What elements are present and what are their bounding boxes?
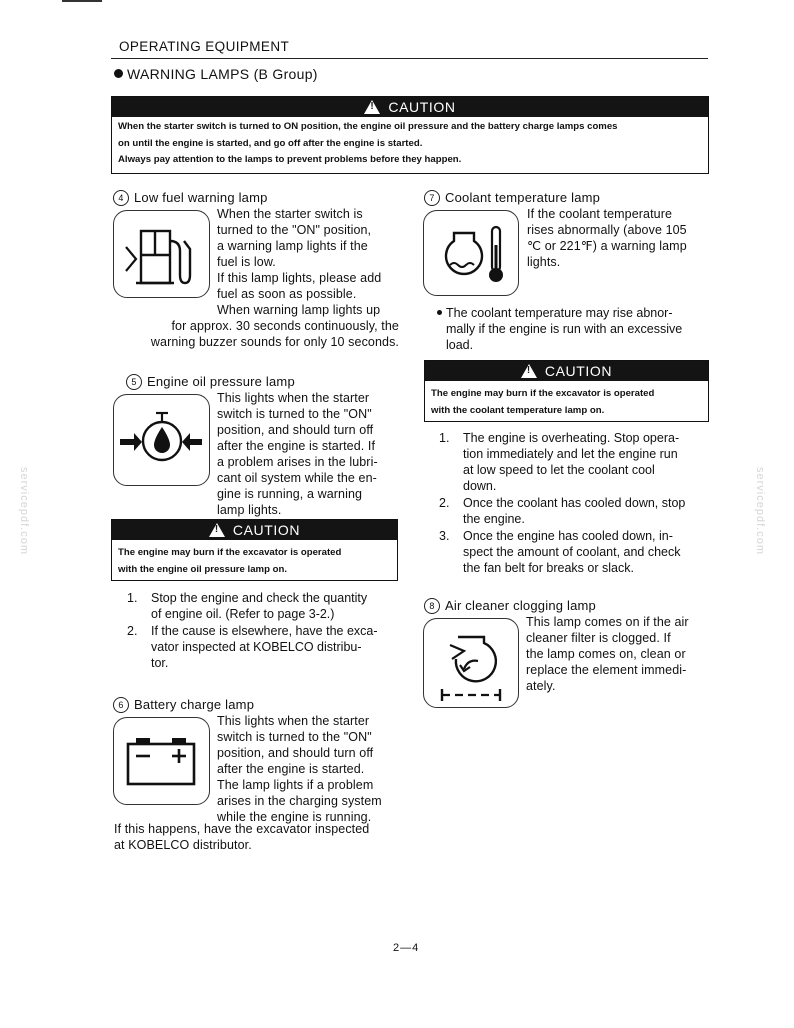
step-line: If the cause is elsewhere, have the exca-	[151, 624, 378, 638]
body-line: lamp lights.	[217, 503, 282, 517]
body-line: switch is turned to the "ON"	[217, 730, 372, 744]
page-number: 2—4	[393, 942, 420, 954]
body-line: ately.	[526, 679, 556, 693]
caution-banner	[425, 361, 708, 381]
warning-triangle-icon	[521, 364, 537, 378]
body-line: lights.	[527, 255, 561, 269]
item-title-text: Engine oil pressure lamp	[147, 374, 295, 389]
body-line: This lights when the starter	[217, 391, 370, 405]
body-line: after the engine is started.	[217, 762, 365, 776]
step-number: 1.	[439, 431, 450, 445]
watermark-right: servicepdf.com	[753, 467, 766, 555]
body-line: a warning lamp lights if the	[217, 239, 368, 253]
caution-text	[112, 117, 708, 172]
step-line: Stop the engine and check the quantity	[151, 591, 368, 605]
body-line: When warning lamp lights up	[217, 303, 381, 317]
body-line: warning buzzer sounds for only 10 seconds.	[150, 335, 399, 349]
item-fuel-body	[217, 206, 397, 318]
body-line: This lamp comes on if the air	[526, 615, 689, 629]
list-item	[127, 590, 397, 622]
body-line: while the engine is running.	[217, 810, 372, 824]
step-line: tion immediately and let the engine run	[463, 447, 678, 461]
step-line: of engine oil. (Refer to page 3-2.)	[151, 607, 335, 621]
item-battery-tail	[114, 821, 404, 853]
body-line: turned to the "ON" position,	[217, 223, 372, 237]
body-line: If the coolant temperature	[527, 207, 673, 221]
body-line: gine is running, a warning	[217, 487, 363, 501]
body-line: If this lamp lights, please add	[217, 271, 382, 285]
item-title-text: Coolant temperature lamp	[445, 190, 601, 205]
warning-triangle-icon	[364, 100, 380, 114]
fuel-pump-icon	[113, 210, 210, 298]
body-line: at KOBELCO distributor.	[114, 838, 252, 852]
step-line: the fan belt for breaks or slack.	[463, 561, 634, 575]
coolant-temperature-icon	[423, 210, 519, 296]
caution-line: The engine may burn if the excavator is operated	[118, 547, 342, 558]
item-coolant-title	[424, 190, 600, 206]
item-title-text: Air cleaner clogging lamp	[445, 598, 596, 613]
body-line: fuel as soon as possible.	[217, 287, 357, 301]
step-line: Once the coolant has cooled down, stop	[463, 496, 686, 510]
item-number-badge: 5	[126, 374, 142, 390]
body-line: after the engine is started. If	[217, 439, 376, 453]
caution-line: with the coolant temperature lamp on.	[431, 404, 605, 416]
item-fuel-tail	[127, 318, 399, 350]
item-battery-title	[113, 697, 254, 713]
body-line: The lamp lights if a problem	[217, 778, 374, 792]
step-number: 1.	[127, 591, 138, 605]
item-title-text: Low fuel warning lamp	[134, 190, 268, 205]
caution-box-oil	[111, 519, 398, 581]
oil-drop-icon	[113, 394, 210, 486]
header-rule	[111, 58, 708, 59]
air-cleaner-icon	[423, 618, 519, 708]
caution-text	[112, 540, 397, 581]
caution-box-coolant	[424, 360, 709, 422]
item-oil-body	[217, 390, 397, 518]
item-number-badge: 7	[424, 190, 440, 206]
body-line: for approx. 30 seconds continuously, the	[171, 319, 399, 333]
body-line: This lights when the starter	[217, 714, 370, 728]
watermark-left: servicepdf.com	[17, 467, 30, 555]
body-line: If this happens, have the excavator inspected	[114, 822, 370, 836]
section-title-text: WARNING LAMPS (B Group)	[127, 66, 318, 82]
item-number-badge: 8	[424, 598, 440, 614]
page-edge-mark	[62, 0, 102, 2]
caution-label: CAUTION	[232, 522, 301, 538]
item-oil-title	[126, 374, 295, 390]
list-item	[127, 623, 397, 671]
step-number: 2.	[439, 496, 450, 510]
body-line: arises in the charging system	[217, 794, 382, 808]
item-title-text: Battery charge lamp	[134, 697, 255, 712]
coolant-note	[437, 305, 707, 353]
caution-line: Always pay attention to the lamps to prevent problems before they happen.	[118, 154, 462, 165]
oil-steps-list	[127, 590, 397, 672]
caution-text	[425, 381, 708, 422]
step-line: at low speed to let the coolant cool	[463, 463, 655, 477]
caution-label: CAUTION	[544, 363, 613, 379]
body-line: rises abnormally (above 105	[527, 223, 687, 237]
bullet-icon	[114, 69, 123, 78]
step-line: spect the amount of coolant, and check	[463, 545, 681, 559]
body-line: When the starter switch is	[217, 207, 363, 221]
item-number-badge: 4	[113, 190, 129, 206]
body-line: cleaner filter is clogged. If	[526, 631, 671, 645]
caution-label: CAUTION	[388, 99, 456, 115]
body-line: position, and should turn off	[217, 423, 374, 437]
caution-banner	[112, 97, 708, 117]
body-line: the lamp comes on, clean or	[526, 647, 686, 661]
note-line: mally if the engine is run with an excessive	[446, 322, 683, 336]
coolant-steps-list	[439, 430, 707, 577]
body-line: position, and should turn off	[217, 746, 374, 760]
body-line: ℃ or 221℉) a warning lamp	[527, 239, 687, 253]
bullet-icon	[437, 310, 442, 315]
item-coolant-body	[527, 206, 707, 270]
caution-line: on until the engine is started, and go off after the engine is started.	[118, 137, 423, 149]
step-number: 3.	[439, 529, 450, 543]
note-line: load.	[446, 338, 474, 352]
caution-line: The engine may burn if the excavator is operated	[431, 388, 655, 399]
battery-icon	[113, 717, 210, 805]
list-item	[439, 430, 707, 494]
step-line: Once the engine has cooled down, in-	[463, 529, 673, 543]
warning-triangle-icon	[209, 523, 225, 537]
step-line: the engine.	[463, 512, 525, 526]
page-header: OPERATING EQUIPMENT	[119, 39, 290, 54]
body-line: fuel is low.	[217, 255, 276, 269]
item-battery-body	[217, 713, 397, 825]
body-line: a problem arises in the lubri-	[217, 455, 378, 469]
step-line: tor.	[151, 656, 169, 670]
step-line: down.	[463, 479, 497, 493]
caution-line: When the starter switch is turned to ON position, the engine oil pressure and the battery charge lamps comes	[118, 121, 618, 132]
list-item	[439, 495, 707, 527]
caution-banner	[112, 520, 397, 540]
note-line: The coolant temperature may rise abnor-	[446, 306, 673, 320]
section-title	[114, 66, 318, 82]
caution-line: with the engine oil pressure lamp on.	[118, 563, 287, 575]
item-air-body	[526, 614, 707, 694]
body-line: replace the element immedi-	[526, 663, 687, 677]
item-number-badge: 6	[113, 697, 129, 713]
list-item	[439, 528, 707, 576]
caution-box-main	[111, 96, 709, 174]
body-line: cant oil system while the en-	[217, 471, 377, 485]
item-air-title	[424, 598, 596, 614]
step-number: 2.	[127, 624, 138, 638]
step-line: vator inspected at KOBELCO distribu-	[151, 640, 362, 654]
body-line: switch is turned to the "ON"	[217, 407, 372, 421]
step-line: The engine is overheating. Stop opera-	[463, 431, 680, 445]
item-fuel-title	[113, 190, 268, 206]
